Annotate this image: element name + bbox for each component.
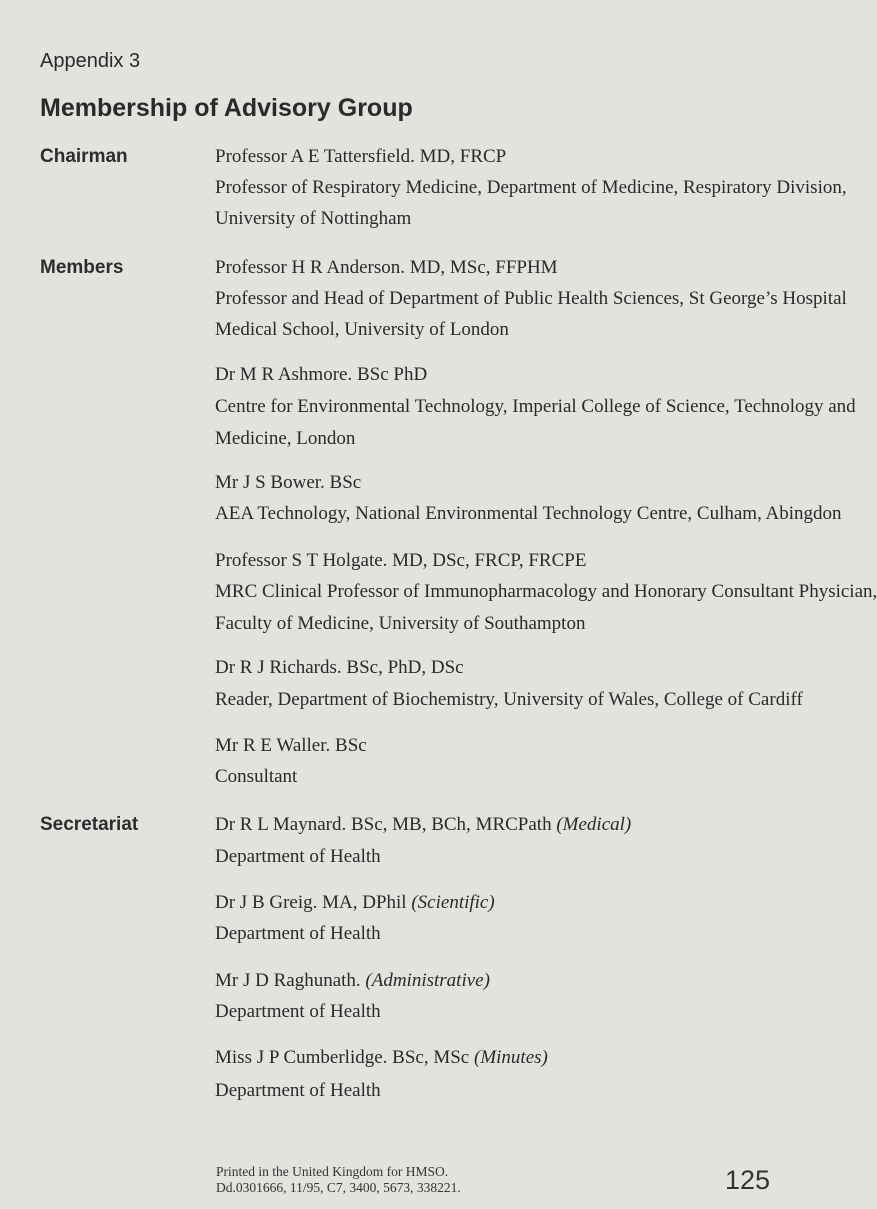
page-title: Membership of Advisory Group bbox=[40, 94, 413, 122]
secretariat-entry bbox=[215, 970, 490, 992]
member-name: Dr M R Ashmore. BSc PhD bbox=[215, 364, 428, 385]
secretariat-affiliation: Department of Health bbox=[215, 923, 381, 944]
member-name: Professor S T Holgate. MD, DSc, FRCP, FRCPE bbox=[215, 550, 587, 571]
member-affiliation-line: Professor and Head of Department of Public Health Sciences, St George’s Hospital bbox=[215, 288, 847, 309]
secretariat-role: (Scientific) bbox=[411, 892, 495, 913]
chairman-name: Professor A E Tattersfield. MD, FRCP bbox=[215, 146, 507, 167]
secretariat-entry bbox=[215, 892, 495, 914]
chairman-affiliation-line: Professor of Respiratory Medicine, Department of Medicine, Respiratory Division, bbox=[215, 177, 847, 198]
member-affiliation-line: Faculty of Medicine, University of Southampton bbox=[215, 613, 586, 634]
member-name: Dr R J Richards. BSc, PhD, DSc bbox=[215, 657, 464, 678]
secretariat-name: Dr R L Maynard. BSc, MB, BCh, MRCPath bbox=[215, 814, 552, 835]
secretariat-name: Mr J D Raghunath. bbox=[215, 970, 361, 991]
section-label-chairman: Chairman bbox=[40, 146, 128, 167]
secretariat-affiliation: Department of Health bbox=[215, 1001, 381, 1022]
member-affiliation-line: MRC Clinical Professor of Immunopharmacology and Honorary Consultant Physician, bbox=[215, 581, 877, 602]
secretariat-affiliation: Department of Health bbox=[215, 1080, 381, 1101]
chairman-affiliation-line: University of Nottingham bbox=[215, 208, 412, 229]
printer-imprint-line: Printed in the United Kingdom for HMSO. bbox=[216, 1164, 449, 1179]
member-name: Mr J S Bower. BSc bbox=[215, 472, 362, 493]
member-affiliation-line: Consultant bbox=[215, 766, 298, 787]
secretariat-role: (Medical) bbox=[556, 814, 632, 835]
section-label-secretariat: Secretariat bbox=[40, 814, 139, 835]
member-affiliation-line: AEA Technology, National Environmental Technology Centre, Culham, Abingdon bbox=[215, 503, 842, 524]
secretariat-name: Miss J P Cumberlidge. BSc, MSc bbox=[215, 1047, 470, 1068]
member-affiliation-line: Reader, Department of Biochemistry, University of Wales, College of Cardiff bbox=[215, 689, 803, 710]
secretariat-entry bbox=[215, 814, 631, 836]
printer-code-line: Dd.0301666, 11/95, C7, 3400, 5673, 338221. bbox=[216, 1180, 461, 1195]
secretariat-name: Dr J B Greig. MA, DPhil bbox=[215, 892, 407, 913]
member-affiliation-line: Medical School, University of London bbox=[215, 319, 509, 340]
secretariat-role: (Administrative) bbox=[365, 970, 490, 991]
secretariat-entry bbox=[215, 1047, 548, 1069]
secretariat-role: (Minutes) bbox=[474, 1047, 548, 1068]
member-name: Mr R E Waller. BSc bbox=[215, 735, 367, 756]
member-name: Professor H R Anderson. MD, MSc, FFPHM bbox=[215, 257, 558, 278]
page-number: 125 bbox=[724, 1165, 770, 1195]
section-label-members: Members bbox=[40, 257, 124, 278]
member-affiliation-line: Medicine, London bbox=[215, 428, 356, 449]
appendix-label: Appendix 3 bbox=[40, 50, 141, 72]
member-affiliation-line: Centre for Environmental Technology, Imperial College of Science, Technology and bbox=[215, 396, 856, 417]
secretariat-affiliation: Department of Health bbox=[215, 846, 381, 867]
